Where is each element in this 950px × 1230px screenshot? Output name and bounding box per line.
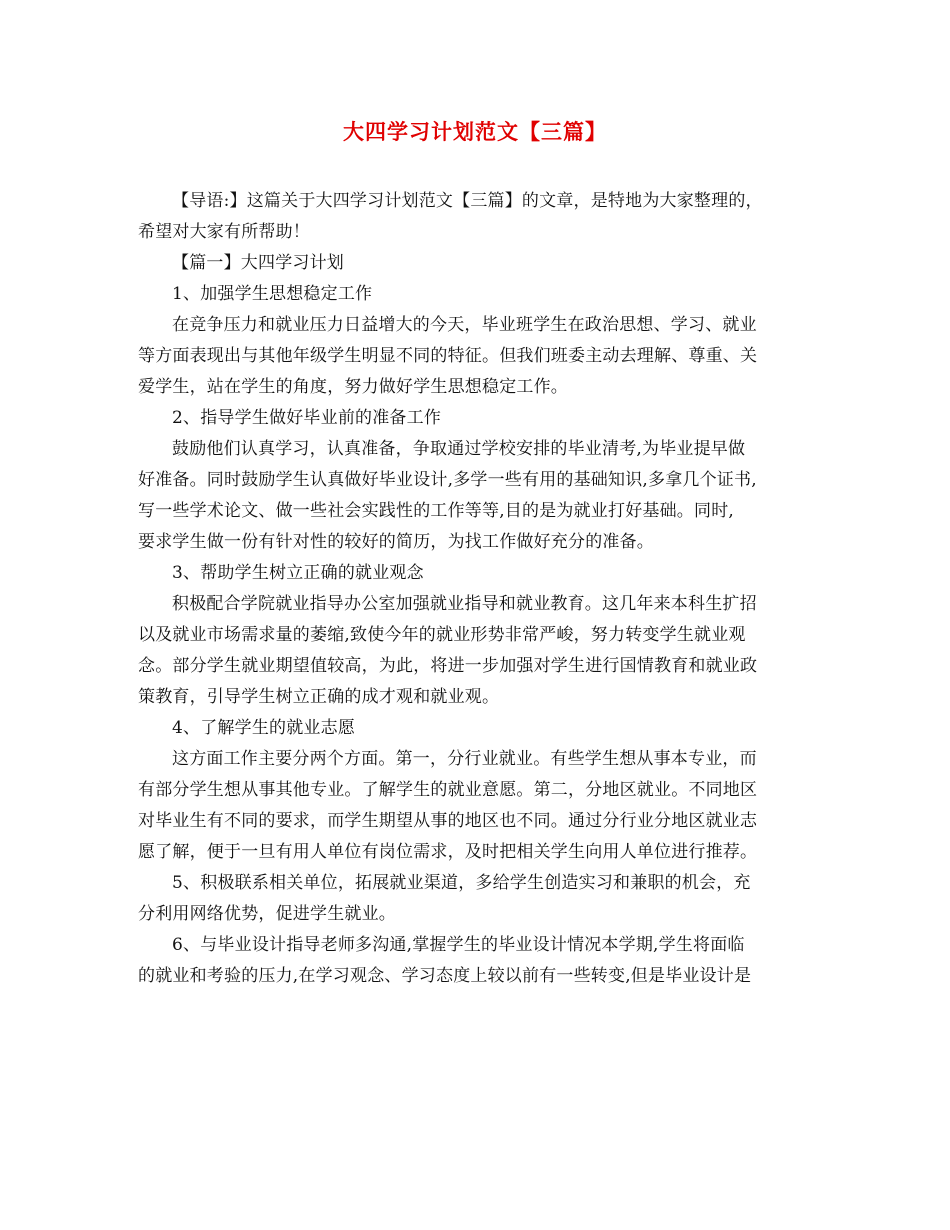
text-line: 等方面表现出与其他年级学生明显不同的特征。但我们班委主动去理解、尊重、关 bbox=[138, 346, 758, 366]
text-line: 爱学生，站在学生的角度，努力做好学生思想稳定工作。 bbox=[138, 377, 568, 397]
document-body bbox=[138, 186, 818, 992]
text-line: 希望对大家有所帮助！ bbox=[138, 222, 310, 242]
text-line: 【导语:】这篇关于大四学习计划范文【三篇】的文章，是特地为大家整理的， bbox=[172, 191, 763, 211]
item-heading bbox=[138, 403, 818, 434]
text-line: 5、积极联系相关单位，拓展就业渠道，多给学生创造实习和兼职的机会，充 bbox=[172, 873, 751, 893]
text-line: 对毕业生有不同的要求，而学生期望从事的地区也不同。通过分行业分地区就业志 bbox=[138, 811, 758, 831]
text-line: 要求学生做一份有针对性的较好的简历，为找工作做好充分的准备。 bbox=[138, 532, 654, 552]
section-heading bbox=[138, 248, 818, 279]
text-line: 4、了解学生的就业志愿 bbox=[172, 718, 356, 738]
body-paragraph bbox=[138, 930, 818, 992]
document-title: 大四学习计划范文【三篇】 bbox=[343, 119, 607, 144]
body-paragraph bbox=[138, 868, 818, 930]
text-line: 2、指导学生做好毕业前的准备工作 bbox=[172, 408, 442, 428]
text-line: 策教育，引导学生树立正确的成才观和就业观。 bbox=[138, 687, 500, 707]
text-line: 好准备。同时鼓励学生认真做好毕业设计,多学一些有用的基础知识,多拿几个证书, bbox=[138, 470, 757, 490]
text-line: 有部分学生想从事其他专业。了解学生的就业意愿。第二，分地区就业。不同地区 bbox=[138, 780, 758, 800]
item-heading bbox=[138, 558, 818, 589]
text-line: 在竞争压力和就业压力日益增大的今天，毕业班学生在政治思想、学习、就业 bbox=[172, 315, 757, 335]
text-line: 以及就业市场需求量的萎缩,致使今年的就业形势非常严峻，努力转变学生就业观 bbox=[138, 625, 746, 645]
text-line: 【篇一】大四学习计划 bbox=[172, 253, 344, 273]
text-line: 积极配合学院就业指导办公室加强就业指导和就业教育。这几年来本科生扩招 bbox=[172, 594, 757, 614]
text-line: 这方面工作主要分两个方面。第一，分行业就业。有些学生想从事本专业，而 bbox=[172, 749, 757, 769]
text-line: 1、加强学生思想稳定工作 bbox=[172, 284, 373, 304]
body-paragraph bbox=[138, 434, 818, 558]
text-line: 念。部分学生就业期望值较高，为此，将进一步加强对学生进行国情教育和就业政 bbox=[138, 656, 758, 676]
item-heading bbox=[138, 279, 818, 310]
body-paragraph bbox=[138, 310, 818, 403]
text-line: 6、与毕业设计指导老师多沟通,掌握学生的毕业设计情况本学期,学生将面临 bbox=[172, 935, 745, 955]
text-line: 3、帮助学生树立正确的就业观念 bbox=[172, 563, 424, 583]
text-line: 写一些学术论文、做一些社会实践性的工作等等,目的是为就业打好基础。同时, bbox=[138, 501, 735, 521]
text-line: 分利用网络优势，促进学生就业。 bbox=[138, 904, 396, 924]
text-line: 鼓励他们认真学习，认真准备，争取通过学校安排的毕业清考,为毕业提早做 bbox=[172, 439, 746, 459]
intro-paragraph bbox=[138, 186, 818, 248]
body-paragraph bbox=[138, 744, 818, 868]
item-heading bbox=[138, 713, 818, 744]
text-line: 愿了解，便于一旦有用人单位有岗位需求，及时把相关学生向用人单位进行推荐。 bbox=[138, 842, 758, 862]
text-line: 的就业和考验的压力,在学习观念、学习态度上较以前有一些转变,但是毕业设计是 bbox=[138, 966, 752, 986]
body-paragraph bbox=[138, 589, 818, 713]
